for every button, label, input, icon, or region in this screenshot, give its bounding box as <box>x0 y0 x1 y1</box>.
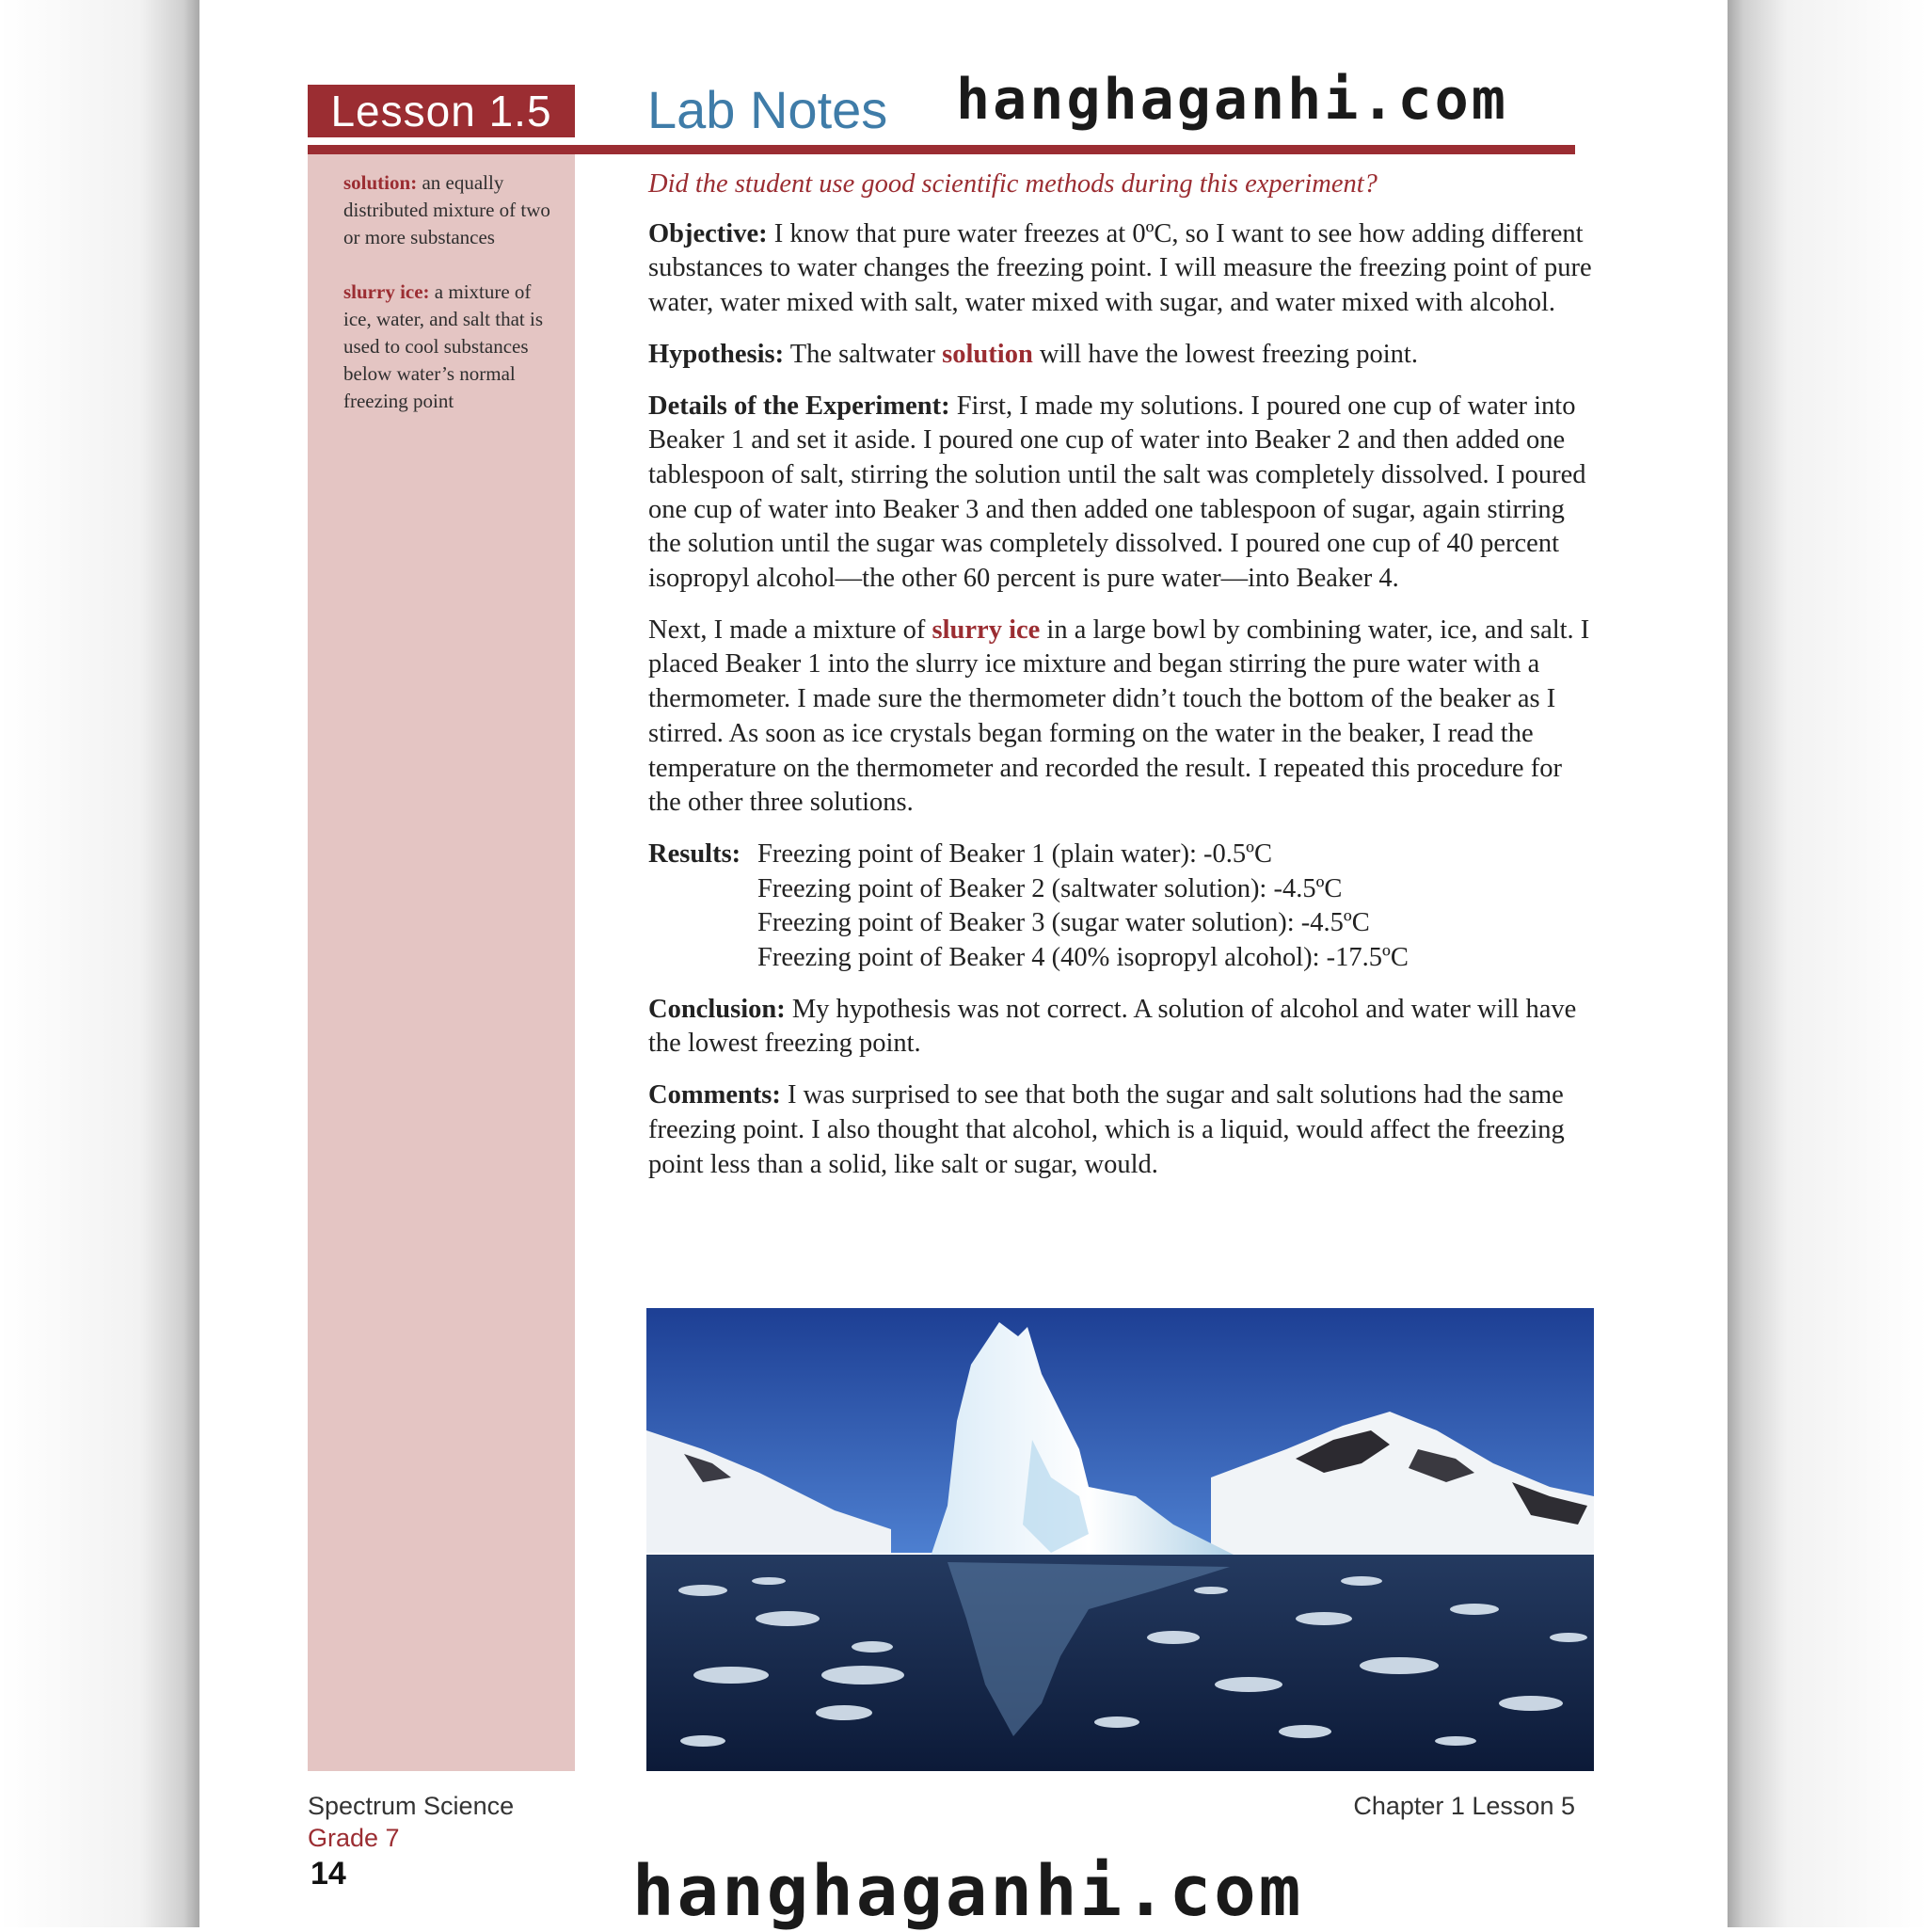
guiding-question: Did the student use good scientific methods during this experiment? <box>648 169 1378 199</box>
hypothesis-text-after: will have the lowest freezing point. <box>1039 339 1418 369</box>
results-row <box>648 941 1409 976</box>
results-row <box>648 838 1409 872</box>
header-rule <box>308 145 1575 154</box>
book-title: Spectrum Science <box>308 1792 515 1820</box>
footer-book <box>308 1790 514 1854</box>
hypothesis-text-before: The saltwater <box>789 339 936 369</box>
glossary-term: slurry ice: <box>343 280 430 303</box>
glossary-list <box>343 169 560 442</box>
objective-label: Objective: <box>648 218 768 248</box>
results-row <box>648 872 1409 907</box>
objective-text: I know that pure water freezes at 0ºC, so I want to see how adding different substances to water changes the freezing point. I will measure the freezing point of pure water, water mixed with salt, water mixed with sugar, and water mixed with alcohol. <box>648 218 1592 318</box>
chapter-label: Chapter 1 Lesson 5 <box>1353 1792 1575 1820</box>
result-line: Freezing point of Beaker 3 (sugar water solution): -4.5ºC <box>757 908 1370 938</box>
watermark-top: hanghaganhi.com <box>956 67 1508 133</box>
glossary-definition: an equally distributed mixture of two or more substances <box>343 171 550 248</box>
conclusion-text: My hypothesis was not correct. A solution of alcohol and water will have the lowest freezing point. <box>648 994 1577 1059</box>
result-line: Freezing point of Beaker 2 (saltwater solution): -4.5ºC <box>757 873 1343 903</box>
lesson-label: Lesson 1.5 <box>308 85 575 137</box>
keyword-slurry-ice: slurry ice <box>932 615 1041 645</box>
glossary-definition: a mixture of ice, water, and salt that is used to cool substances below water’s normal freezing point <box>343 280 543 412</box>
glossary-sidebar <box>308 154 575 1771</box>
conclusion-paragraph <box>648 993 1599 1062</box>
objective-paragraph <box>648 217 1599 321</box>
results-row <box>648 906 1409 941</box>
section-title: Lab Notes <box>647 80 888 139</box>
details-label: Details of the Experiment: <box>648 391 950 421</box>
page-number: 14 <box>311 1856 346 1892</box>
conclusion-label: Conclusion: <box>648 994 786 1024</box>
details-paragraph <box>648 390 1599 597</box>
hypothesis-label: Hypothesis: <box>648 339 785 369</box>
comments-text: I was surprised to see that both the sugar and salt solutions had the same freezing point. I also thought that alcohol, which is a liquid, would affect the freezing point less than a solid, like salt or sugar, would. <box>648 1080 1565 1179</box>
results-block <box>648 838 1409 976</box>
watermark-bottom: hanghaganhi.com <box>632 1851 1304 1932</box>
result-line: Freezing point of Beaker 1 (plain water): -0.5ºC <box>757 838 1272 869</box>
comments-paragraph <box>648 1078 1599 1182</box>
glossary-term: solution: <box>343 171 418 194</box>
page-shadow-left <box>0 0 199 1927</box>
page-shadow-right <box>1728 0 1927 1927</box>
lab-notes-body <box>648 168 1599 1199</box>
glossary-entry-solution <box>343 169 560 251</box>
procedure-text-before: Next, I made a mixture of <box>648 615 926 645</box>
result-line: Freezing point of Beaker 4 (40% isopropyl alcohol): -17.5ºC <box>757 943 1409 973</box>
procedure-text-after: in a large bowl by combining water, ice, and salt. I placed Beaker 1 into the slurry ice mixture and began stirring the pure water with a thermometer. I made sure the thermometer didn’t touch the bottom of the beaker as I stirred. As soon as ice crystals began forming on the water in the beaker, I read the temperature on the thermometer and recorded the result. I repeated this procedure for the other three solutions. <box>648 615 1590 818</box>
glossary-entry-slurry-ice <box>343 279 560 415</box>
details-text: First, I made my solutions. I poured one cup of water into Beaker 1 and set it aside. I poured one cup of water into Beaker 2 and then added one tablespoon of salt, stirring the solution until the salt was completely dissolved. I poured one cup of water into Beaker 3 and then added one tablespoon of sugar, again stirring the solution until the sugar was completely dissolved. I poured one cup of 40 percent isopropyl alcohol—the other 60 percent is pure water—into Beaker 4. <box>648 391 1586 594</box>
grade-label: Grade 7 <box>308 1824 400 1852</box>
iceberg-photo <box>646 1308 1594 1771</box>
keyword-solution: solution <box>942 339 1033 369</box>
hypothesis-paragraph <box>648 338 1599 373</box>
comments-label: Comments: <box>648 1080 781 1110</box>
results-label: Results: <box>648 838 741 869</box>
textbook-page <box>199 0 1728 1932</box>
procedure-paragraph <box>648 614 1599 821</box>
